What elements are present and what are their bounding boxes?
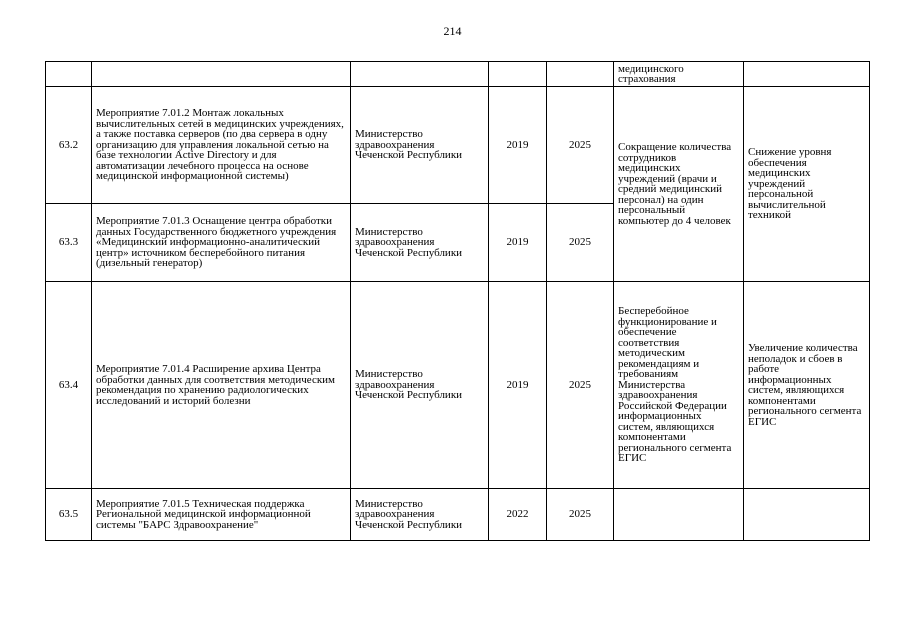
cell-end: 2025 — [547, 282, 614, 489]
table-row — [46, 282, 870, 489]
cell-executor — [351, 62, 489, 87]
cell-result — [614, 489, 744, 541]
cell-event: Мероприятие 7.01.5 Техническая поддержка Региональной медицинской информационной системы "БАРС Здравоохранение" — [92, 489, 351, 541]
cell-consequence — [744, 62, 870, 87]
page-number: 214 — [443, 24, 462, 38]
cell-executor: Министерство здравоохранения Чеченской Республики — [351, 204, 489, 282]
table-row — [46, 87, 870, 204]
cell-num: 63.2 — [46, 87, 92, 204]
table-row — [46, 62, 870, 87]
cell-end: 2025 — [547, 489, 614, 541]
cell-start: 2019 — [489, 87, 547, 204]
cell-result-merged: Сокращение количества сотрудников медицинских учреждений (врачи и средний медицинский персонал) на один персональный компьютер до 4 человек — [614, 87, 744, 282]
cell-num: 63.4 — [46, 282, 92, 489]
cell-start: 2019 — [489, 204, 547, 282]
cell-start — [489, 62, 547, 87]
cell-executor: Министерство здравоохранения Чеченской Республики — [351, 489, 489, 541]
cell-executor: Министерство здравоохранения Чеченской Республики — [351, 87, 489, 204]
cell-consequence: Увеличение количества неполадок и сбоев в работе информационных систем, являющихся компонентами регионального сегмента ЕГИС — [744, 282, 870, 489]
cell-event: Мероприятие 7.01.3 Оснащение центра обработки данных Государственного бюджетного учреждения «Медицинский информационно-аналитический центр» источником бесперебойного питания (дизельный генератор) — [92, 204, 351, 282]
cell-num: 63.5 — [46, 489, 92, 541]
program-table — [45, 61, 870, 541]
cell-consequence-merged: Снижение уровня обеспечения медицинских учреждений персональной вычислительной техникой — [744, 87, 870, 282]
cell-event: Мероприятие 7.01.2 Монтаж локальных вычислительных сетей в медицинских учреждениях, а также поставка серверов (по два сервера в одну организацию для управления локальной сетью на базе технологии Active Directory и для автоматизации лечебного процесса на основе медицинской информационной системы) — [92, 87, 351, 204]
cell-end: 2025 — [547, 87, 614, 204]
table-row — [46, 489, 870, 541]
cell-event — [92, 62, 351, 87]
cell-event: Мероприятие 7.01.4 Расширение архива Центра обработки данных для соответствия методическим рекомендация по хранению радиологических исследований и историй болезни — [92, 282, 351, 489]
cell-result: Бесперебойное функционирование и обеспечение соответствия методическим рекомендациям и требованиям Министерства здравоохранения Российской Федерации информационных систем, являющихся компонентами регионального сегмента ЕГИС — [614, 282, 744, 489]
cell-consequence — [744, 489, 870, 541]
cell-num: 63.3 — [46, 204, 92, 282]
cell-result: медицинского страхования — [614, 62, 744, 87]
cell-end — [547, 62, 614, 87]
cell-end: 2025 — [547, 204, 614, 282]
cell-start: 2022 — [489, 489, 547, 541]
cell-num — [46, 62, 92, 87]
cell-start: 2019 — [489, 282, 547, 489]
cell-executor: Министерство здравоохранения Чеченской Республики — [351, 282, 489, 489]
